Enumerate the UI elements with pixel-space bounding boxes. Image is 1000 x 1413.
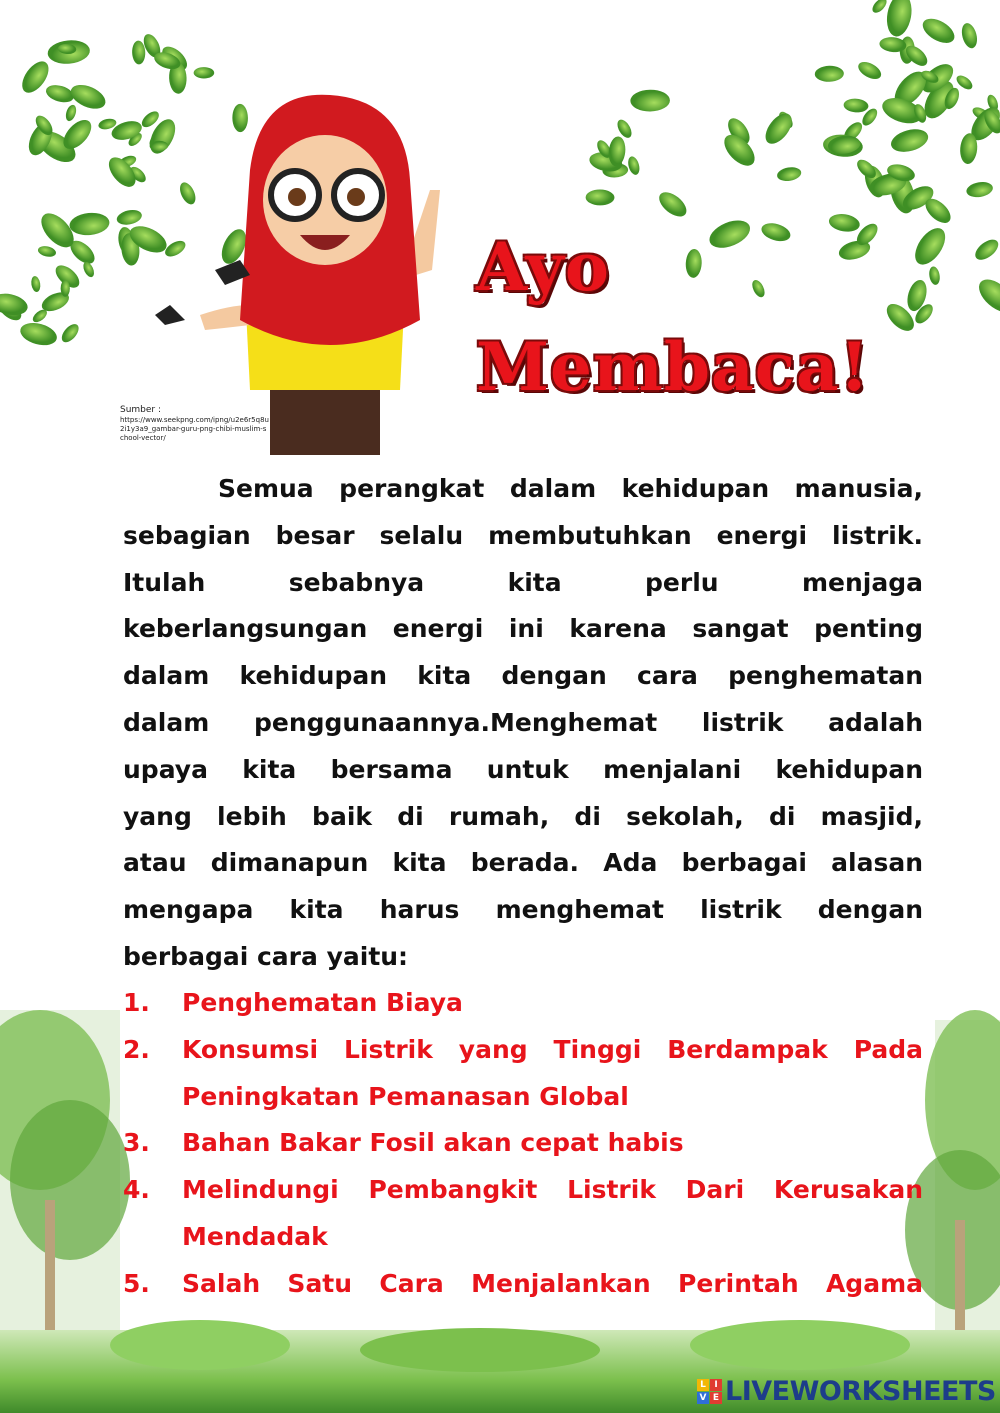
- leaf: [972, 236, 1000, 264]
- source-label: Sumber :: [120, 405, 162, 415]
- leaf: [626, 155, 641, 176]
- paragraph-line: mengapa kita harus menghemat listrik dengan: [123, 895, 923, 925]
- leaf: [928, 266, 941, 286]
- leaf: [760, 109, 797, 149]
- logo-block: V: [697, 1392, 709, 1404]
- leaf: [30, 275, 41, 292]
- leaf: [776, 166, 802, 183]
- paragraph-line: berbagai cara yaitu:: [123, 941, 409, 971]
- leaf: [815, 65, 845, 82]
- girl-illustration: [155, 95, 440, 455]
- leaf: [59, 321, 82, 345]
- leaf: [965, 180, 994, 199]
- leaf: [750, 278, 767, 299]
- leaf: [973, 273, 1000, 318]
- paragraph-line: yang lebih baik di rumah, di sekolah, di masjid,: [123, 801, 923, 831]
- leaf: [843, 98, 869, 113]
- leaf: [37, 245, 57, 259]
- paragraph-line: dalam kehidupan kita dengan cara penghematan: [123, 661, 923, 691]
- paragraph-line: Itulah sebabnya kita perlu menjaga: [123, 567, 923, 597]
- leaf: [132, 40, 146, 64]
- list-number: 1.: [123, 988, 150, 1017]
- logo-block: E: [710, 1392, 722, 1404]
- list-item: [123, 1120, 923, 1167]
- leaf: [81, 260, 96, 278]
- paragraph-line: sebagian besar selalu membutuhkan energi listrik.: [123, 520, 923, 550]
- list-item-text: Mendadak: [182, 1221, 328, 1251]
- leaf: [705, 215, 754, 253]
- paragraph-line: upaya kita bersama untuk menjalani kehidupan: [123, 754, 923, 784]
- leaf: [177, 180, 199, 207]
- list-item: [123, 1261, 923, 1308]
- list-item-text: Penghematan Biaya: [182, 988, 463, 1017]
- image-source-credit: [120, 404, 270, 443]
- source-url: https://www.seekpng.com/ipng/u2e6r5q8u2i1y3a9_gambar-guru-png-chibi-muslim-school-vector/: [120, 416, 269, 442]
- list-item: [123, 1167, 923, 1261]
- leaf: [630, 89, 670, 111]
- list-item: [123, 1027, 923, 1121]
- paragraph-line: atau dimanapun kita berada. Ada berbagai alasan: [123, 848, 923, 878]
- paragraph-line: Semua perangkat dalam kehidupan manusia,: [218, 474, 923, 503]
- list-number: 5.: [123, 1268, 150, 1298]
- logo-block: I: [710, 1379, 722, 1391]
- title-line-1: Ayo: [476, 228, 610, 306]
- liveworksheets-logo[interactable]: [697, 1376, 996, 1407]
- list-item-text: Peningkatan Pemanasan Global: [182, 1081, 629, 1111]
- leaf: [870, 0, 889, 15]
- leaf: [655, 188, 691, 222]
- leaf: [828, 212, 862, 234]
- leaf: [909, 223, 951, 270]
- leaf: [68, 211, 110, 237]
- logo-block: L: [697, 1379, 709, 1391]
- logo-text: LIVEWORKSHEETS: [725, 1376, 996, 1407]
- leaf: [64, 104, 78, 123]
- reading-paragraph: [123, 466, 923, 981]
- list-item-text: Konsumsi Listrik yang Tinggi Berdampak Pada: [182, 1034, 923, 1064]
- leaf: [685, 249, 702, 279]
- leaf: [919, 14, 959, 48]
- list-item-text: Bahan Bakar Fosil akan cepat habis: [182, 1128, 684, 1158]
- leaf: [884, 0, 915, 38]
- paragraph-line: dalam penggunaannya.Menghemat listrik adalah: [123, 707, 923, 737]
- logo-blocks-icon: [697, 1379, 722, 1404]
- list-item-text: Melindungi Pembangkit Listrik Dari Kerusakan: [182, 1175, 923, 1205]
- leaf: [759, 220, 792, 244]
- list-number: 2.: [123, 1034, 150, 1064]
- leaf: [232, 104, 248, 132]
- leaf: [586, 189, 615, 205]
- list-number: 3.: [123, 1128, 150, 1158]
- leaf: [115, 208, 143, 227]
- leaf: [888, 125, 930, 155]
- leaf: [18, 319, 60, 349]
- reasons-list: [123, 980, 923, 1308]
- list-item: [123, 980, 923, 1027]
- list-item-text: Salah Satu Cara Menjalankan Perintah Agama: [182, 1268, 923, 1298]
- title-line-2: Membaca!: [476, 328, 870, 406]
- leaf: [162, 238, 188, 260]
- paragraph-line: keberlangsungan energi ini karena sangat penting: [123, 614, 923, 644]
- leaf: [959, 21, 979, 49]
- list-number: 4.: [123, 1175, 150, 1205]
- leaf: [855, 59, 884, 83]
- leaf: [194, 67, 215, 78]
